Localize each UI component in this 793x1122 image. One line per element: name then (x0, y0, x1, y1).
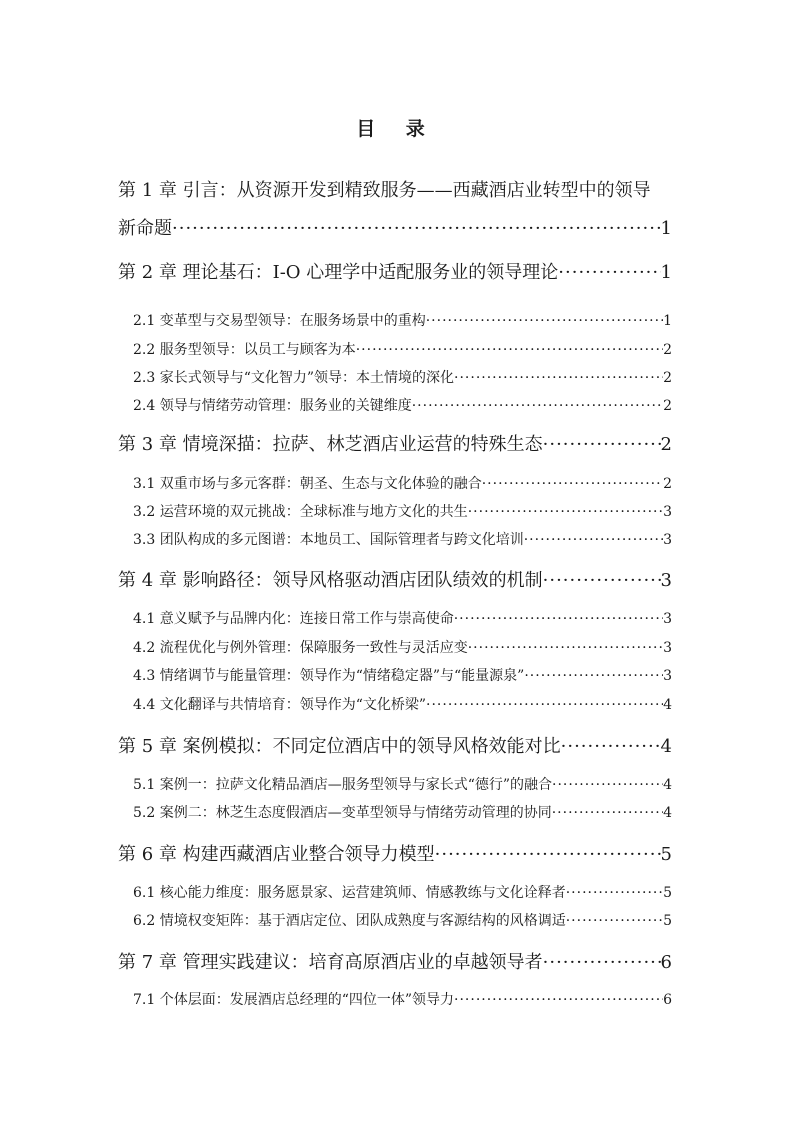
page-number: 5 (663, 885, 672, 901)
entry-text: 新命题 (118, 218, 172, 239)
toc-section-3-3[interactable] (133, 529, 672, 549)
page-number: 4 (663, 777, 672, 793)
entry-text: 第 4 章 影响路径：领导风格驱动酒店团队绩效的机制 (118, 570, 543, 591)
page-number: 2 (660, 434, 672, 455)
toc-section-2-4[interactable] (133, 395, 672, 415)
toc-section-4-2[interactable] (133, 637, 672, 657)
toc-title: 目 录 (356, 118, 437, 140)
entry-text: 第 2 章 理论基石：I-O 心理学中适配服务业的领导理论 (118, 262, 559, 283)
dot-leader (454, 992, 663, 1008)
page-number: 2 (663, 398, 672, 414)
entry-text: 4.1 意义赋予与品牌内化：连接日常工作与崇高使命 (133, 611, 454, 627)
page-number: 4 (660, 736, 672, 757)
entry-text: 5.2 案例二：林芝生态度假酒店—变革型领导与情绪劳动管理的协同 (133, 805, 552, 821)
page-number: 3 (663, 532, 672, 548)
toc-chapter-1[interactable] (118, 214, 672, 240)
dot-leader (543, 570, 661, 591)
dot-leader (543, 952, 661, 973)
toc-section-5-2[interactable] (133, 802, 672, 822)
toc-chapter-3[interactable] (118, 430, 672, 456)
toc-chapter-5[interactable] (118, 732, 672, 758)
entry-text: 2.1 变革型与交易型领导：在服务场景中的重构 (133, 313, 426, 329)
entry-text: 2.4 领导与情绪劳动管理：服务业的关键维度 (133, 398, 412, 414)
toc-section-3-1[interactable] (133, 473, 672, 493)
page-number: 1 (660, 218, 672, 239)
toc-section-4-3[interactable] (133, 665, 672, 685)
entry-text: 3.2 运营环境的双元挑战：全球标准与地方文化的共生 (133, 504, 468, 520)
toc-chapter-4[interactable] (118, 566, 672, 592)
toc-chapter-2[interactable] (118, 258, 672, 284)
toc-section-5-1[interactable] (133, 774, 672, 794)
toc-section-4-4[interactable] (133, 694, 672, 714)
toc-section-2-3[interactable] (133, 367, 672, 387)
page-number: 4 (663, 697, 672, 713)
dot-leader (454, 370, 663, 386)
dot-leader (482, 476, 663, 492)
page-number: 3 (663, 611, 672, 627)
page-number: 3 (663, 668, 672, 684)
dot-leader (412, 398, 663, 414)
page-number: 5 (663, 913, 672, 929)
toc-section-4-1[interactable] (133, 608, 672, 628)
dot-leader (172, 218, 661, 239)
dot-leader (468, 504, 663, 520)
entry-text: 第 3 章 情境深描：拉萨、林芝酒店业运营的特殊生态 (118, 434, 543, 455)
page-number: 1 (660, 262, 672, 283)
dot-leader (524, 668, 663, 684)
page-number: 5 (660, 844, 672, 865)
page-number: 3 (663, 504, 672, 520)
dot-leader (543, 434, 661, 455)
toc-section-6-1[interactable] (133, 882, 672, 902)
dot-leader (454, 611, 663, 627)
entry-text: 2.2 服务型领导：以员工与顾客为本 (133, 342, 356, 358)
toc-section-3-2[interactable] (133, 501, 672, 521)
page-number: 2 (663, 342, 672, 358)
page-number: 6 (663, 992, 672, 1008)
entry-text: 4.3 情绪调节与能量管理：领导作为“情绪稳定器”与“能量源泉” (133, 668, 525, 684)
dot-leader (356, 342, 663, 358)
entry-text: 3.3 团队构成的多元图谱：本地员工、国际管理者与跨文化培训 (133, 532, 524, 548)
entry-text: 第 7 章 管理实践建议：培育高原酒店业的卓越领导者 (118, 952, 543, 973)
entry-text: 6.2 情境权变矩阵：基于酒店定位、团队成熟度与客源结构的风格调适 (133, 913, 566, 929)
page-number: 1 (663, 313, 672, 329)
dot-leader (426, 313, 663, 329)
entry-text: 4.2 流程优化与例外管理：保障服务一致性与灵活应变 (133, 640, 468, 656)
dot-leader (552, 777, 663, 793)
dot-leader (468, 640, 663, 656)
page-number: 2 (663, 476, 672, 492)
entry-text: 6.1 核心能力维度：服务愿景家、运营建筑师、情感教练与文化诠释者 (133, 885, 566, 901)
page-number: 4 (663, 805, 672, 821)
page-number: 2 (663, 370, 672, 386)
toc-section-7-1[interactable] (133, 989, 672, 1009)
entry-text: 第 6 章 构建西藏酒店业整合领导力模型 (118, 844, 435, 865)
page-number: 3 (663, 640, 672, 656)
toc-chapter-6[interactable] (118, 840, 672, 866)
dot-leader (426, 697, 663, 713)
toc-section-6-2[interactable] (133, 910, 672, 930)
toc-chapter-7[interactable] (118, 948, 672, 974)
dot-leader (435, 844, 661, 865)
entry-text: 7.1 个体层面：发展酒店总经理的“四位一体”领导力 (133, 992, 455, 1008)
dot-leader (552, 805, 663, 821)
dot-leader (524, 532, 663, 548)
entry-text: 第 5 章 案例模拟：不同定位酒店中的领导风格效能对比 (118, 736, 561, 757)
toc-section-2-1[interactable] (133, 310, 672, 330)
dot-leader (558, 262, 660, 283)
page-number: 3 (660, 570, 672, 591)
dot-leader (561, 736, 661, 757)
toc-chapter-1-line1[interactable]: 第 1 章 引言：从资源开发到精致服务——西藏酒店业转型中的领导 (118, 180, 651, 201)
entry-text: 4.4 文化翻译与共情培育：领导作为“文化桥梁” (133, 697, 427, 713)
entry-text: 3.1 双重市场与多元客群：朝圣、生态与文化体验的融合 (133, 476, 482, 492)
dot-leader (566, 885, 663, 901)
entry-text: 5.1 案例一：拉萨文化精品酒店—服务型领导与家长式“德行”的融合 (133, 777, 553, 793)
page-number: 6 (660, 952, 672, 973)
toc-section-2-2[interactable] (133, 339, 672, 359)
entry-text: 2.3 家长式领导与“文化智力”领导：本土情境的深化 (133, 370, 455, 386)
dot-leader (566, 913, 663, 929)
